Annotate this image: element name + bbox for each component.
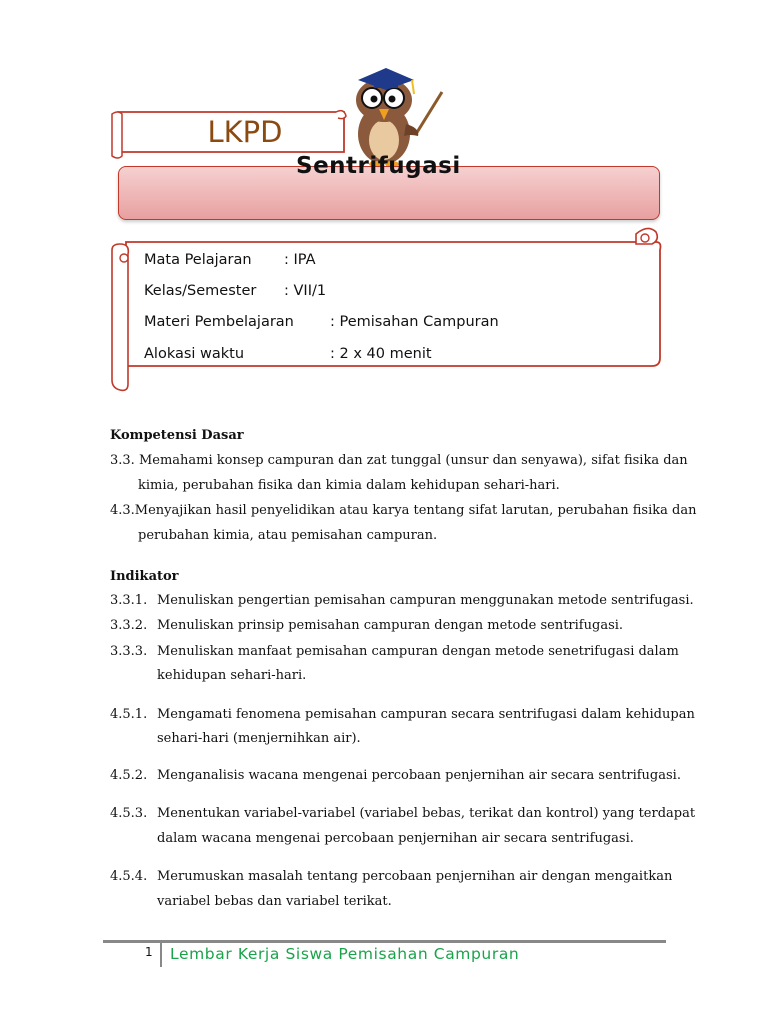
indikator-heading: Indikator	[110, 569, 179, 584]
lkpd-badge: LKPD	[207, 115, 283, 149]
indikator-text: Menuliskan manfaat pemisahan campuran dengan metode senetrifugasi dalam	[157, 644, 679, 659]
time-value: : 2 x 40 menit	[330, 346, 432, 362]
class-label: Kelas/Semester	[144, 283, 257, 299]
time-label: Alokasi waktu	[144, 346, 245, 362]
indikator-text-cont: sehari-hari (menjernihkan air).	[157, 731, 361, 746]
indikator-num: 3.3.3.	[110, 644, 148, 659]
kompetensi-item-1-line2: kimia, perubahan fisika dan kimia dalam kehidupan sehari-hari.	[138, 478, 560, 493]
indikator-num: 4.5.2.	[110, 768, 148, 783]
kompetensi-item-2-line1: 4.3.Menyajikan hasil penyelidikan atau karya tentang sifat larutan, perubahan fisika dan	[110, 503, 697, 518]
page-title: Sentrifugasi	[296, 153, 461, 179]
material-label: Materi Pembelajaran	[144, 314, 294, 330]
subject-label: Mata Pelajaran	[144, 252, 252, 268]
indikator-text: Mengamati fenomena pemisahan campuran secara sentrifugasi dalam kehidupan	[157, 707, 695, 722]
subject-value: : IPA	[284, 252, 316, 268]
kompetensi-heading: Kompetensi Dasar	[110, 428, 244, 443]
page-number: 1	[145, 945, 153, 959]
class-value: : VII/1	[284, 283, 327, 299]
info-row-material	[144, 310, 524, 334]
indikator-text: Menuliskan pengertian pemisahan campuran menggunakan metode sentrifugasi.	[157, 593, 694, 608]
indikator-num: 3.3.2.	[110, 618, 148, 633]
footer-title: Lembar Kerja Siswa Pemisahan Campuran	[170, 945, 520, 963]
indikator-num: 3.3.1.	[110, 593, 148, 608]
info-row-class	[144, 279, 364, 303]
indikator-num: 4.5.3.	[110, 806, 148, 821]
kompetensi-item-1-line1: 3.3. Memahami konsep campuran dan zat tunggal (unsur dan senyawa), sifat fisika dan	[110, 453, 688, 468]
info-row-subject	[144, 248, 344, 272]
info-row-time	[144, 342, 464, 366]
indikator-num: 4.5.1.	[110, 707, 148, 722]
kompetensi-item-2-line2: perubahan kimia, atau pemisahan campuran.	[138, 528, 438, 543]
material-value: : Pemisahan Campuran	[330, 314, 499, 330]
indikator-text-cont: kehidupan sehari-hari.	[157, 668, 307, 683]
footer-divider	[160, 943, 162, 967]
indikator-text: Menuliskan prinsip pemisahan campuran dengan metode sentrifugasi.	[157, 618, 624, 633]
indikator-text: Menentukan variabel-variabel (variabel bebas, terikat dan kontrol) yang terdapat	[157, 806, 696, 821]
indikator-text-cont: dalam wacana mengenai percobaan penjernihan air secara sentrifugasi.	[157, 831, 634, 846]
indikator-num: 4.5.4.	[110, 869, 148, 884]
indikator-text: Menganalisis wacana mengenai percobaan penjernihan air secara sentrifugasi.	[157, 768, 681, 783]
indikator-text-cont: variabel bebas dan variabel terikat.	[157, 894, 392, 909]
indikator-text: Merumuskan masalah tentang percobaan penjernihan air dengan mengaitkan	[157, 869, 673, 884]
